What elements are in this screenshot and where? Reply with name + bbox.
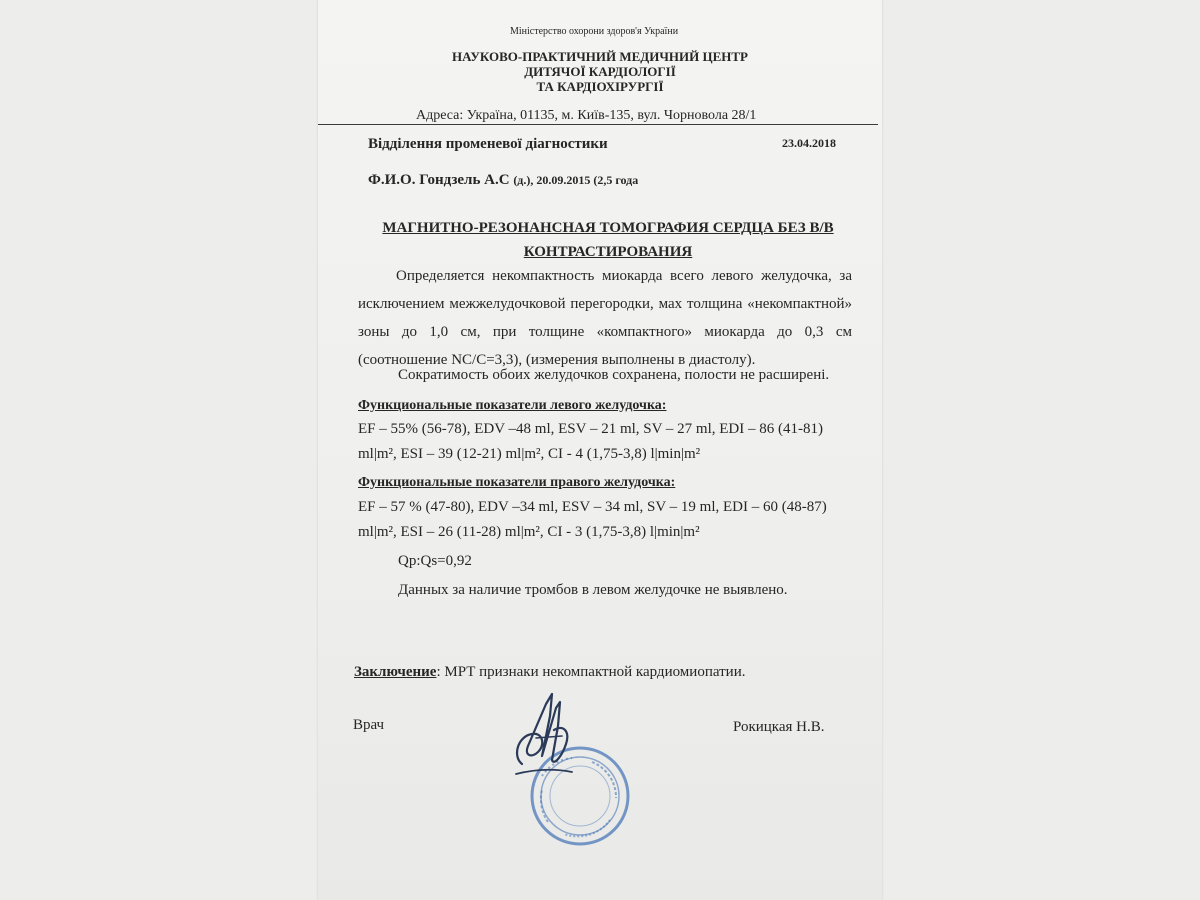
org-line-2: ДИТЯЧОЇ КАРДІОЛОГІЇ (524, 64, 676, 79)
conclusion-label: Заключение (354, 664, 437, 680)
rv-heading: Функциональные показатели правого желудочка: (358, 475, 676, 490)
rv-metrics-line-2: ml|m², ESI – 26 (11-28) ml|m², CI - 3 (1,75-3,8) l|min|m² (358, 524, 700, 540)
patient-name: Ф.И.О. Гондзель А.С (368, 172, 510, 188)
thrombus-note: Данных за наличие тромбов в левом желудочке не выявлено. (398, 582, 788, 598)
lv-metrics-line-1: EF – 55% (56-78), EDV –48 ml, ESV – 21 ml, SV – 27 ml, EDI – 86 (41-81) (358, 421, 823, 437)
background-right (882, 0, 1200, 900)
department-name: Відділення променевої діагностики (368, 136, 608, 152)
rv-metrics-line-1: EF – 57 % (47-80), EDV –34 ml, ESV – 34 ml, SV – 19 ml, EDI – 60 (48-87) (358, 499, 827, 515)
findings-paragraph: Определяется некомпактность миокарда всего левого желудочка, за исключением межжелудочковой перегородки, мах толщина «некомпактной» зоны до 1,0 см, при толщине «компактного» миокарда до 0,3 см (соотношение NC/C=3,3), (измерения выполнены в диастолу). (358, 268, 852, 368)
patient-details: (д.), 20.09.2015 (2,5 года (513, 173, 639, 187)
org-line-3: ТА КАРДІОХІРУРГІЇ (536, 79, 664, 94)
patient-info (368, 172, 638, 189)
report-date: 23.04.2018 (782, 136, 836, 150)
ministry-line: Міністерство охорони здоров'я України (510, 26, 679, 37)
conclusion (354, 664, 745, 681)
contractility-note: Сократимость обоих желудочков сохранена, полости не расширені. (398, 367, 830, 383)
conclusion-text: : МРТ признаки некомпактной кардиомиопатии. (436, 664, 746, 680)
lv-heading: Функциональные показатели левого желудочка: (358, 398, 667, 413)
signature-and-stamp (492, 686, 640, 852)
address-line: Адреса: Україна, 01135, м. Київ-135, вул. Чорновола 28/1 (416, 108, 757, 123)
org-line-1: НАУКОВО-ПРАКТИЧНИЙ МЕДИЧНИЙ ЦЕНТР (452, 49, 748, 64)
doctor-name: Рокицкая Н.В. (733, 719, 825, 735)
signature-icon (502, 686, 592, 796)
qp-qs-ratio: Qp:Qs=0,92 (398, 553, 472, 569)
organization-name (400, 49, 800, 94)
doctor-label: Врач (353, 717, 385, 733)
lv-metrics-line-2: ml|m², ESI – 39 (12-21) ml|m², CI - 4 (1,75-3,8) l|min|m² (358, 446, 701, 462)
background-left (0, 0, 318, 900)
report-title: МАГНИТНО-РЕЗОНАНСНАЯ ТОМОГРАФИЯ СЕРДЦА БЕЗ В/В КОНТРАСТИРОВАНИЯ (382, 220, 834, 260)
header-divider (318, 124, 878, 125)
